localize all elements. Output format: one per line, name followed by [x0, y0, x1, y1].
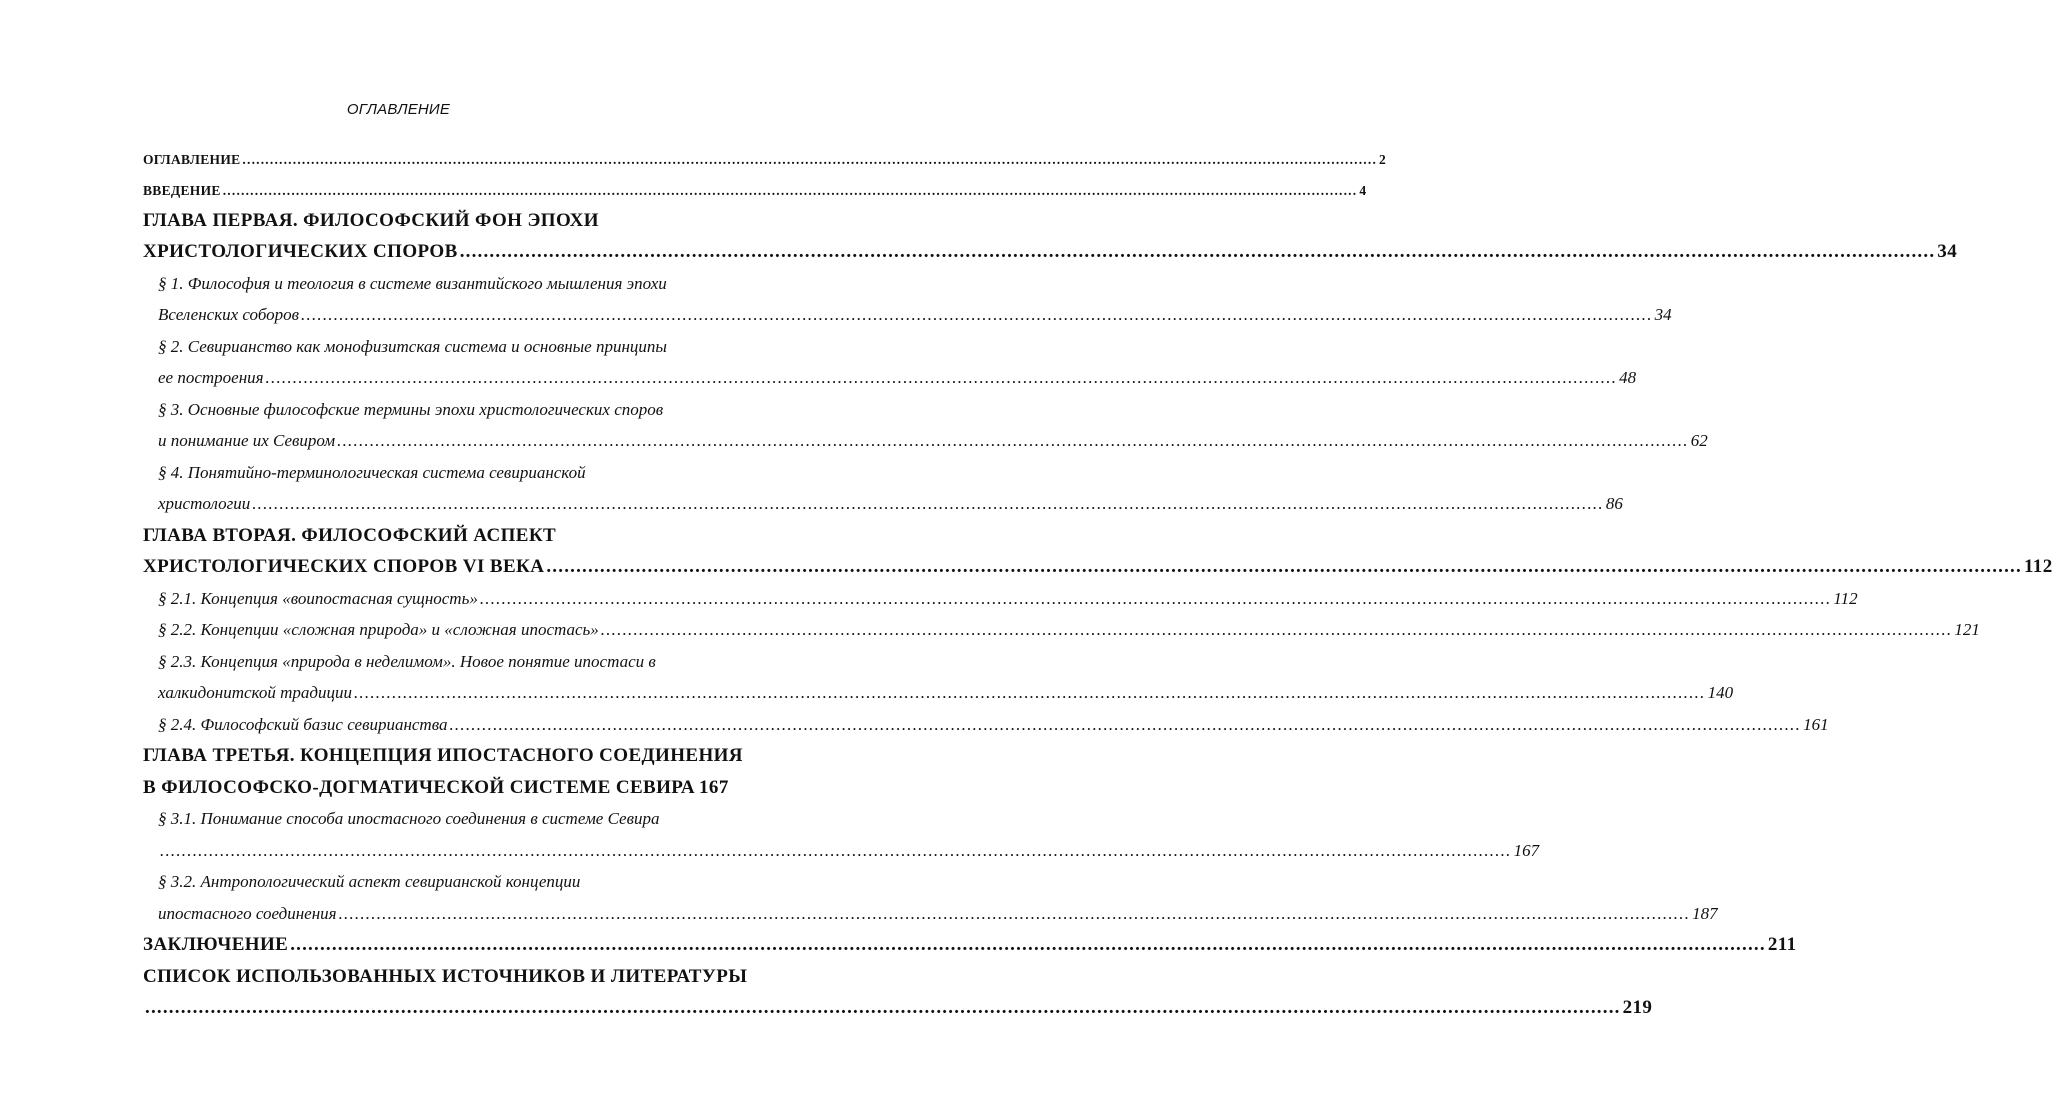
toc-section-3-2-line-1[interactable] — [158, 867, 721, 897]
page-title: ОГЛАВЛЕНИЕ — [346, 101, 451, 118]
page-number: 121 — [1954, 620, 1980, 639]
dot-leader — [337, 426, 1689, 456]
toc-section-2-4[interactable] — [158, 710, 1829, 740]
page-number: 167 — [1513, 841, 1540, 860]
toc-section-2-line-1[interactable] — [158, 332, 721, 362]
entry-title: § 3. Основные философские термины эпохи христологических споров — [158, 400, 664, 419]
dot-leader — [242, 145, 1377, 175]
toc-chapter-2-line-1[interactable] — [143, 521, 721, 551]
page-number: 2 — [1379, 152, 1387, 167]
toc-chapter-1-line-1[interactable] — [143, 206, 721, 236]
dot-leader — [160, 836, 1512, 866]
toc-entry-bibliography-line-1[interactable] — [143, 962, 748, 992]
toc-section-2-2[interactable] — [158, 615, 1980, 645]
page-number: 48 — [1619, 368, 1637, 387]
dot-leader — [301, 300, 1653, 330]
toc-section-3-1-line-2[interactable] — [158, 836, 1540, 866]
entry-title: халкидонитской традиции — [158, 683, 352, 702]
page-number: 112 — [2023, 556, 2053, 577]
entry-title: § 4. Понятийно-терминологическая система севирианской — [158, 463, 586, 482]
entry-title: § 3.1. Понимание способа ипостасного соединения в системе Севира — [158, 809, 660, 828]
entry-title: § 2.3. Концепция «природа в неделимом». Новое понятие ипостаси в — [158, 652, 656, 671]
toc-section-3-1-line-1[interactable] — [158, 804, 721, 834]
toc-section-4-line-1[interactable] — [158, 458, 721, 488]
page-number: 34 — [1654, 305, 1672, 324]
dot-leader — [145, 993, 1621, 1023]
toc-entry-introduction[interactable] — [143, 176, 1367, 206]
toc-section-2-line-2[interactable] — [158, 363, 1637, 393]
entry-title: христологии — [158, 494, 251, 513]
dot-leader — [480, 584, 1832, 614]
entry-title: § 3.2. Антропологический аспект севирианской концепции — [158, 872, 581, 891]
dot-leader — [223, 176, 1358, 206]
page-number: 4 — [1359, 183, 1367, 198]
toc-section-2-3-line-2[interactable] — [158, 678, 1734, 708]
entry-title: § 2.4. Философский базис севирианства — [158, 715, 448, 734]
page-number: 187 — [1692, 904, 1718, 923]
toc-section-3-2-line-2[interactable] — [158, 899, 1718, 929]
entry-title: ХРИСТОЛОГИЧЕСКИХ СПОРОВ — [143, 241, 458, 262]
dot-leader — [354, 678, 1706, 708]
toc-section-1-line-2[interactable] — [158, 300, 1672, 330]
entry-title: ее построения — [158, 368, 264, 387]
dot-leader — [449, 710, 1801, 740]
entry-title: § 2.2. Концепции «сложная природа» и «сложная ипостась» — [158, 620, 599, 639]
toc-section-3-line-2[interactable] — [158, 426, 1708, 456]
dot-leader — [290, 930, 1766, 960]
toc-chapter-1-line-2[interactable] — [143, 237, 1958, 267]
page-number: 167 — [699, 777, 729, 798]
entry-title: ГЛАВА ВТОРАЯ. ФИЛОСОФСКИЙ АСПЕКТ — [143, 525, 557, 546]
entry-title: ХРИСТОЛОГИЧЕСКИХ СПОРОВ VI ВЕКА — [143, 556, 545, 577]
dot-leader — [252, 489, 1604, 519]
page-number: 34 — [1937, 241, 1958, 262]
dot-leader — [546, 552, 2022, 582]
toc-section-2-3-line-1[interactable] — [158, 647, 721, 677]
toc-entry-conclusion[interactable] — [143, 930, 1797, 960]
dot-leader — [601, 615, 1953, 645]
page-number: 62 — [1690, 431, 1708, 450]
dot-leader — [460, 237, 1936, 267]
toc-chapter-2-line-2[interactable] — [143, 552, 2053, 582]
toc-section-3-line-1[interactable] — [158, 395, 721, 425]
toc-chapter-3-line-2[interactable] — [143, 773, 729, 803]
entry-title: ВВЕДЕНИЕ — [143, 183, 221, 198]
page-number: 112 — [1833, 589, 1858, 608]
toc-section-2-1[interactable] — [158, 584, 1858, 614]
page-number: 219 — [1622, 997, 1653, 1018]
entry-title: § 2. Севирианство как монофизитская система и основные принципы — [158, 337, 667, 356]
page-number: 86 — [1605, 494, 1623, 513]
toc-section-4-line-2[interactable] — [158, 489, 1623, 519]
entry-title: ГЛАВА ПЕРВАЯ. ФИЛОСОФСКИЙ ФОН ЭПОХИ — [143, 210, 599, 231]
entry-title: ипостасного соединения — [158, 904, 337, 923]
page-number: 161 — [1803, 715, 1829, 734]
dot-leader — [266, 363, 1618, 393]
entry-title: ГЛАВА ТРЕТЬЯ. КОНЦЕПЦИЯ ИПОСТАСНОГО СОЕДИНЕНИЯ — [143, 745, 743, 766]
entry-title: ЗАКЛЮЧЕНИЕ — [143, 934, 289, 955]
toc-entry-bibliography-line-2[interactable] — [143, 993, 1653, 1023]
dot-leader — [339, 899, 1691, 929]
toc-entry-contents[interactable] — [143, 145, 1387, 175]
entry-title: § 1. Философия и теология в системе византийского мышления эпохи — [158, 274, 667, 293]
page-number: 140 — [1707, 683, 1734, 702]
entry-title: В ФИЛОСОФСКО-ДОГМАТИЧЕСКОЙ СИСТЕМЕ СЕВИРА — [143, 777, 696, 798]
entry-title: СПИСОК ИСПОЛЬЗОВАННЫХ ИСТОЧНИКОВ И ЛИТЕРАТУРЫ — [143, 966, 748, 987]
entry-title: ОГЛАВЛЕНИЕ — [143, 152, 241, 167]
toc-chapter-3-line-1[interactable] — [143, 741, 743, 771]
entry-title: Вселенских соборов — [158, 305, 300, 324]
entry-title: § 2.1. Концепция «воипостасная сущность» — [158, 589, 478, 608]
entry-title: и понимание их Севиром — [158, 431, 336, 450]
page-number: 211 — [1767, 934, 1797, 955]
toc-section-1-line-1[interactable] — [158, 269, 721, 299]
